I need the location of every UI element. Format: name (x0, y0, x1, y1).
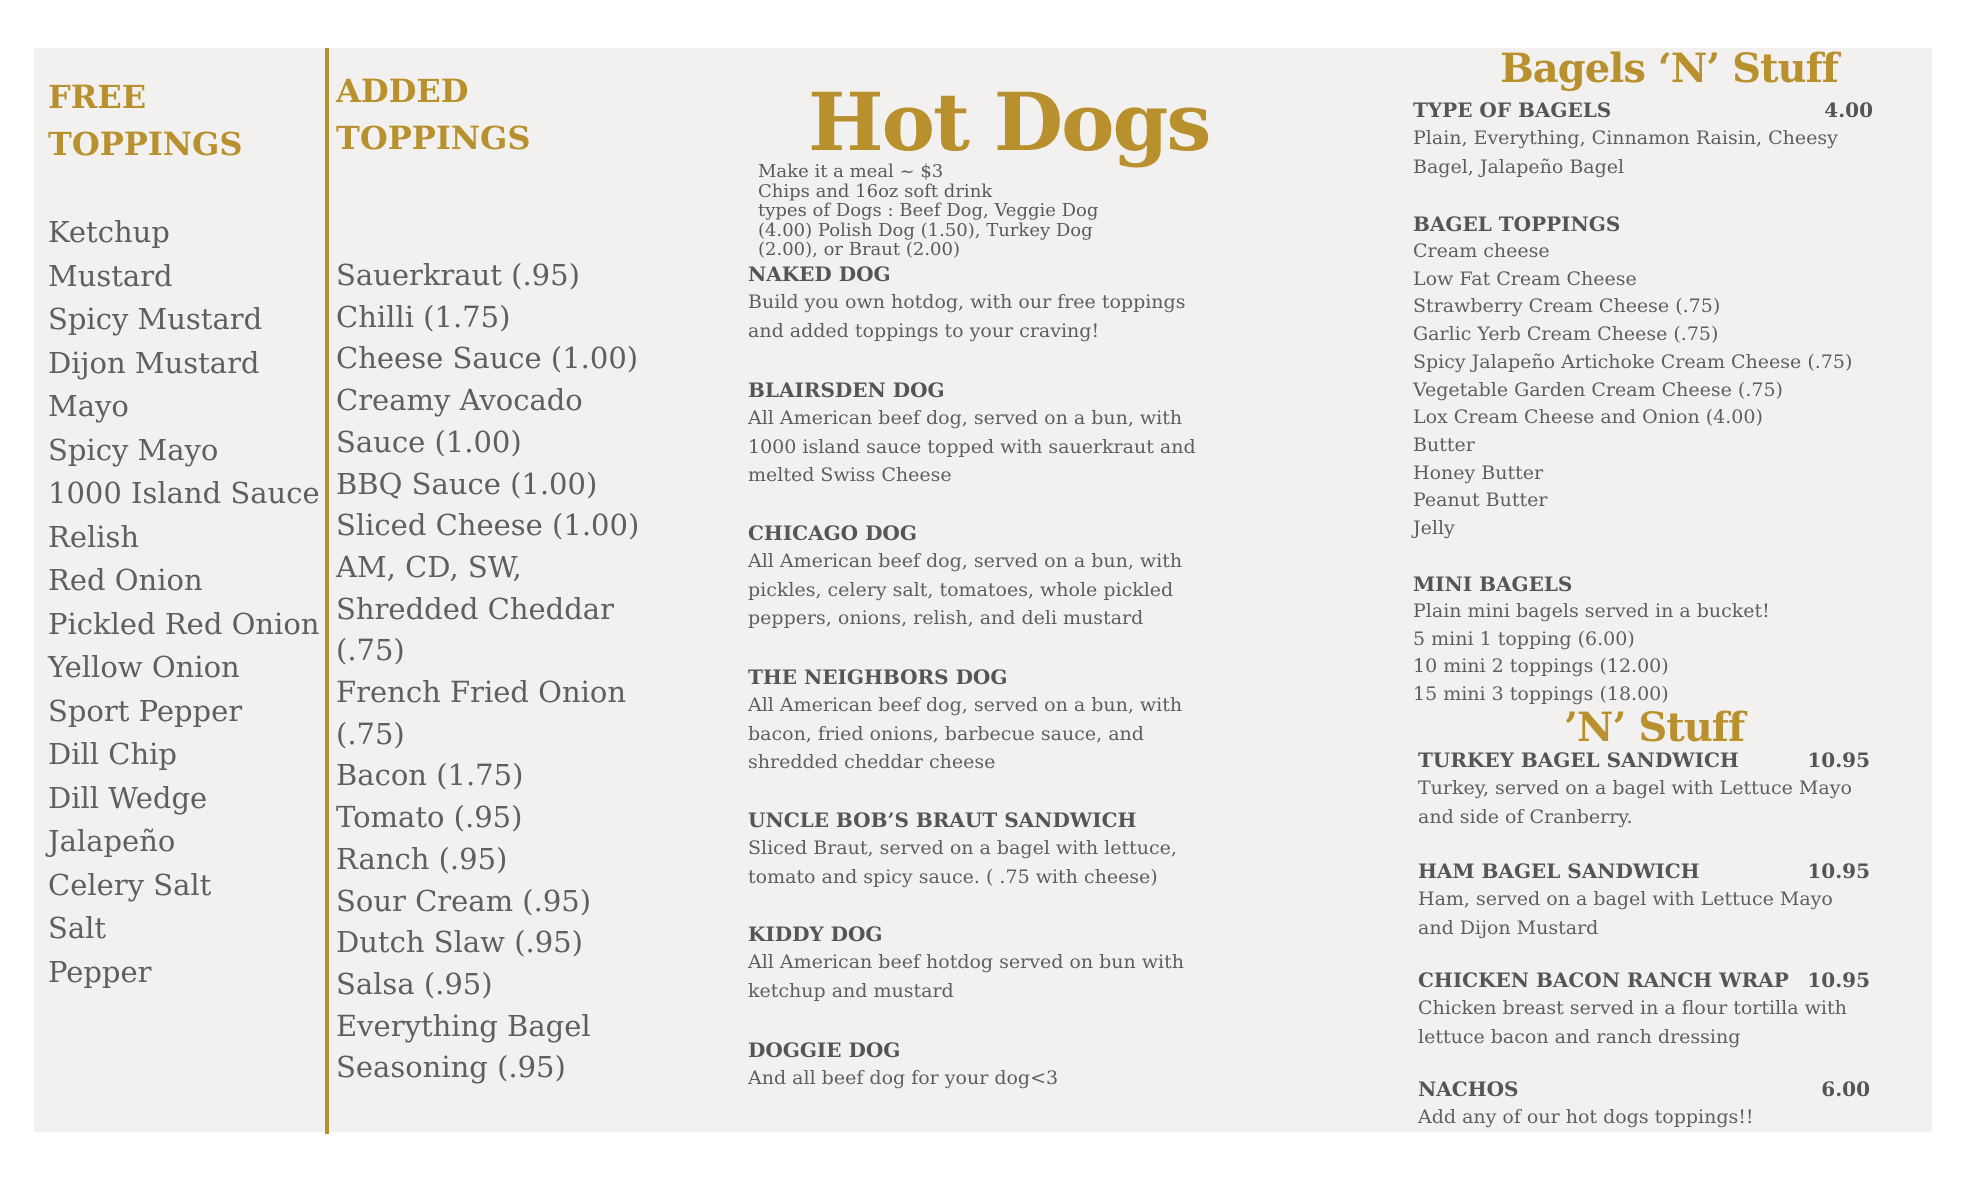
item-header (1418, 746, 1870, 774)
item-name: HAM BAGEL SANDWICH (1418, 859, 1700, 883)
list-item: Shredded Cheddar (336, 591, 614, 626)
item-name: NACHOS (1418, 1077, 1519, 1101)
mini-bagels (1413, 570, 1770, 709)
item-description: Ham, served on a bagel with Lettuce Mayo and Dijon Mustard (1418, 888, 1833, 939)
bagel-types (1413, 96, 1873, 181)
meal-info (758, 162, 1098, 260)
mini-bagels-list (1413, 598, 1770, 709)
item-description: Build you own hotdog, with our free toppings and added toppings to your craving! (748, 291, 1186, 342)
list-item: Spicy Mustard (48, 302, 263, 336)
meal-line: (2.00), or Braut (2.00) (758, 239, 960, 260)
list-item: Sour Cream (.95) (336, 883, 592, 918)
list-item: Spicy Jalapeño Artichoke Cream Cheese (.75) (1413, 350, 1853, 373)
item-description: Chicken breast served in a flour tortilla with lettuce bacon and ranch dressing (1418, 997, 1847, 1048)
list-item: Pickled Red Onion (48, 606, 320, 641)
list-item: Jalapeño (48, 824, 176, 858)
list-item: Sliced Cheese (1.00) (336, 508, 640, 543)
list-item: Tomato (.95) (336, 800, 523, 835)
list-item: Jelly (1413, 517, 1455, 540)
list-item: Pepper (48, 954, 152, 989)
added-toppings-list (336, 255, 639, 1089)
list-item: 5 mini 1 topping (6.00) (1413, 627, 1635, 650)
item-description: All American beef hotdog served on bun with ketchup and mustard (748, 951, 1184, 1002)
list-item: Spicy Mayo (48, 432, 219, 467)
list-item: Sport Pepper (48, 693, 243, 728)
list-item: 1000 Island Sauce (48, 476, 320, 510)
item-header (1418, 966, 1870, 994)
added-toppings-heading-line-1: ADDED (336, 72, 469, 110)
list-item: Dill Wedge (48, 780, 208, 815)
item-description: Add any of our hot dogs toppings!! (1418, 1106, 1754, 1128)
hot-dog-item-chicago (748, 519, 1208, 633)
added-toppings-heading-line-2: TOPPINGS (336, 119, 531, 157)
item-name: NAKED DOG (748, 262, 891, 286)
list-item: Butter (1413, 433, 1475, 456)
list-item: Sauce (1.00) (336, 424, 522, 459)
meal-line: Chips and 16oz soft drink (758, 180, 993, 202)
item-price: 10.95 (1807, 859, 1870, 883)
item-price: 6.00 (1821, 1077, 1870, 1101)
item-header (1418, 857, 1870, 885)
added-toppings-heading (336, 68, 530, 162)
hot-dog-item-uncle-bob (748, 806, 1208, 891)
list-item: Lox Cream Cheese and Onion (4.00) (1413, 406, 1763, 429)
item-name: UNCLE BOB’S BRAUT SANDWICH (748, 808, 1137, 832)
list-item: Vegetable Garden Cream Cheese (.75) (1413, 378, 1783, 401)
item-name: DOGGIE DOG (748, 1038, 901, 1062)
item-name: KIDDY DOG (748, 922, 883, 946)
n-stuff-item-ham (1418, 857, 1870, 942)
bagel-toppings (1413, 210, 1852, 543)
list-item: Ketchup (48, 215, 170, 249)
item-name: MINI BAGELS (1413, 572, 1573, 596)
free-toppings-heading-line-1: FREE (48, 78, 147, 116)
list-item: Garlic Yerb Cream Cheese (.75) (1413, 323, 1719, 346)
meal-line: types of Dogs : Beef Dog, Veggie Dog (758, 200, 1099, 221)
hot-dog-item-blairsden (748, 376, 1208, 490)
item-name: TURKEY BAGEL SANDWICH (1418, 748, 1739, 772)
list-item: Honey Butter (1413, 461, 1544, 484)
list-item: Everything Bagel (336, 1008, 591, 1043)
list-item: BBQ Sauce (1.00) (336, 466, 598, 501)
item-description: All American beef dog, served on a bun, with bacon, fried onions, barbecue sauce, and shredded cheddar cheese (748, 694, 1183, 773)
list-item: Salsa (.95) (336, 966, 493, 1001)
list-item: Dutch Slaw (.95) (336, 925, 583, 960)
item-name: THE NEIGHBORS DOG (748, 665, 1008, 689)
list-item: Bacon (1.75) (336, 758, 524, 793)
list-item: Dijon Mustard (48, 345, 260, 380)
bagel-types-header (1413, 96, 1873, 124)
list-item: Celery Salt (48, 867, 212, 902)
item-name: CHICKEN BACON RANCH WRAP (1418, 968, 1789, 992)
list-item: Low Fat Cream Cheese (1413, 267, 1637, 290)
list-item: Seasoning (.95) (336, 1050, 566, 1085)
item-description: All American beef dog, served on a bun, with 1000 island sauce topped with sauerkraut and melted Swiss Cheese (748, 407, 1196, 486)
item-name: BLAIRSDEN DOG (748, 378, 945, 402)
list-item: Relish (48, 519, 140, 554)
bagels-title: Bagels ‘N’ Stuff (1500, 45, 1838, 92)
column-divider (325, 48, 329, 1134)
hot-dog-item-doggie (748, 1036, 1208, 1093)
item-name: TYPE OF BAGELS (1413, 98, 1612, 122)
list-item: Dill Chip (48, 737, 177, 771)
hot-dog-item-neighbors (748, 663, 1208, 777)
n-stuff-title: ’N’ Stuff (1564, 704, 1745, 751)
list-item: 15 mini 3 toppings (18.00) (1413, 683, 1669, 706)
list-item: Ranch (.95) (336, 841, 508, 876)
list-item: Strawberry Cream Cheese (.75) (1413, 295, 1721, 318)
list-item: Mayo (48, 389, 129, 423)
meal-line: (4.00) Polish Dog (1.50), Turkey Dog (758, 219, 1093, 241)
item-description: Turkey, served on a bagel with Lettuce Mayo and side of Cranberry. (1418, 777, 1852, 828)
n-stuff-item-turkey (1418, 746, 1870, 831)
list-item: AM, CD, SW, (336, 549, 522, 584)
item-price: 10.95 (1807, 968, 1870, 992)
item-header (1418, 1075, 1870, 1103)
item-description: All American beef dog, served on a bun, with pickles, celery salt, tomatoes, whole pickled peppers, onions, relish, and deli mustard (748, 550, 1183, 629)
list-item: Cream cheese (1413, 240, 1550, 262)
free-toppings-heading (48, 74, 242, 168)
meal-line: Make it a meal ~ $3 (758, 161, 944, 182)
n-stuff-item-chicken-wrap (1418, 966, 1870, 1051)
list-item: Chilli (1.75) (336, 299, 511, 334)
list-item: Red Onion (48, 563, 203, 597)
item-description: Plain, Everything, Cinnamon Raisin, Cheesy Bagel, Jalapeño Bagel (1413, 127, 1838, 178)
item-price: 4.00 (1824, 98, 1873, 122)
list-item: Cheese Sauce (1.00) (336, 341, 639, 376)
list-item: Mustard (48, 258, 173, 293)
bagel-toppings-list (1413, 238, 1852, 543)
hot-dog-item-kiddy (748, 920, 1208, 1005)
list-item: Creamy Avocado (336, 383, 583, 418)
list-item: Sauerkraut (.95) (336, 258, 580, 292)
n-stuff-item-nachos (1418, 1075, 1870, 1132)
hot-dog-item-naked (748, 260, 1208, 345)
list-item: French Fried Onion (336, 675, 627, 710)
list-item: 10 mini 2 toppings (12.00) (1413, 655, 1669, 678)
hot-dogs-title: Hot Dogs (808, 75, 1210, 169)
item-name: BAGEL TOPPINGS (1413, 212, 1621, 236)
list-item: Yellow Onion (48, 650, 240, 684)
free-toppings-heading-line-2: TOPPINGS (48, 125, 243, 163)
item-price: 10.95 (1807, 748, 1870, 772)
free-toppings-list (48, 211, 320, 994)
item-description: And all beef dog for your dog<3 (748, 1067, 1059, 1089)
list-item: (.75) (336, 633, 405, 668)
list-item: (.75) (336, 716, 405, 751)
list-item: Salt (48, 911, 107, 945)
list-item: Peanut Butter (1413, 489, 1548, 512)
list-item: Plain mini bagels served in a bucket! (1413, 600, 1770, 622)
item-name: CHICAGO DOG (748, 521, 917, 545)
item-description: Sliced Braut, served on a bagel with lettuce, tomato and spicy sauce. ( .75 with cheese) (748, 837, 1177, 888)
